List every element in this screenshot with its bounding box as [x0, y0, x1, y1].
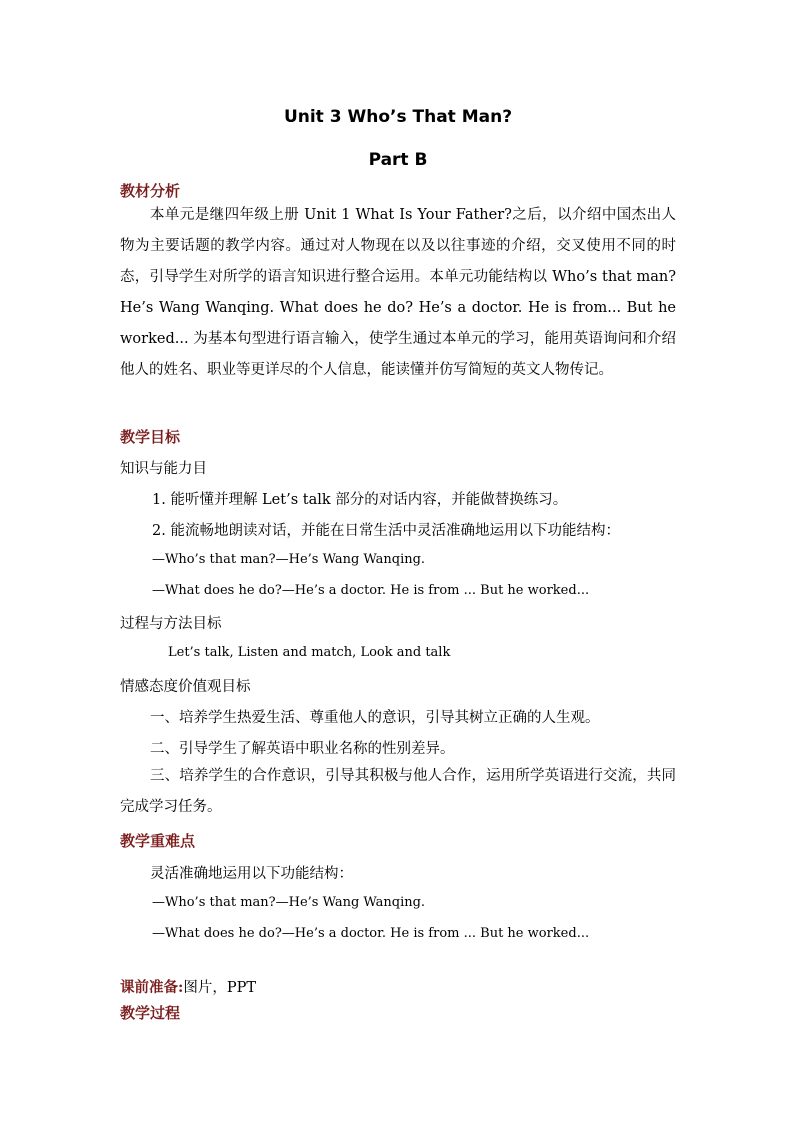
document-title: Unit 3 Who’s That Man?: [283, 107, 513, 127]
process-text: Let’s talk, Listen and match, Look and talk: [168, 645, 451, 660]
emotion-item-1: 一、培养学生热爱生活、尊重他人的意识，引导其树立正确的人生观。: [150, 710, 600, 726]
prep-label: 课前准备:: [120, 979, 184, 996]
key-dialog-1: —Who’s that man?—He’s Wang Wanqing.: [152, 895, 426, 910]
knowledge-dialog-1: —Who’s that man?—He’s Wang Wanqing.: [152, 552, 426, 567]
key-item-1: 灵活准确地运用以下功能结构：: [150, 866, 353, 882]
analysis-paragraph: 本单元是继四年级上册 Unit 1 What Is Your Father?之后，以介绍中国杰出人物为主要话题的教学内容。通过对人物现在以及以往事迹的介绍，交叉使用不同的时态，引导学生对所学的语言知识进行整合运用。本单元功能结构以 Who’s that man? He’s Wang Wanqing. What does he do? He’s a doctor. He is from... But he worked... 为基本句型进行语言输入，使学生通过本单元的学习，能用英语询问和介绍他人的姓名、职业等更详尽的个人信息，能读懂并仿写简短的英文人物传记。: [120, 207, 676, 378]
prep-text: 图片，PPT: [183, 980, 257, 996]
document-subtitle: Part B: [368, 150, 428, 170]
knowledge-item-1: 1. 能听懂并理解 Let’s talk 部分的对话内容，并能做替换练习。: [152, 492, 568, 508]
prep-line: [120, 976, 256, 997]
section-heading-key: 教学重难点: [120, 832, 196, 850]
emotion-item-2: 二、引导学生了解英语中职业名称的性别差异。: [150, 741, 455, 757]
section-heading-procedure: 教学过程: [120, 1004, 181, 1022]
section-heading-analysis: 教材分析: [120, 182, 181, 200]
subheading-emotion: 情感态度价值观目标: [120, 679, 251, 695]
knowledge-item-2: 2. 能流畅地朗读对话，并能在日常生活中灵活准确地运用以下功能结构：: [152, 523, 620, 539]
knowledge-dialog-2: —What does he do?—He’s a doctor. He is from ... But he worked...: [152, 583, 590, 598]
section-heading-goals: 教学目标: [120, 428, 181, 446]
subheading-knowledge: 知识与能力目: [120, 461, 207, 477]
emotion-item-3: 三、培养学生的合作意识，引导其积极与他人合作，运用所学英语进行交流，共同完成学习任务。: [120, 768, 676, 815]
key-dialog-2: —What does he do?—He’s a doctor. He is from ... But he worked...: [152, 926, 590, 941]
subheading-process: 过程与方法目标: [120, 616, 222, 632]
